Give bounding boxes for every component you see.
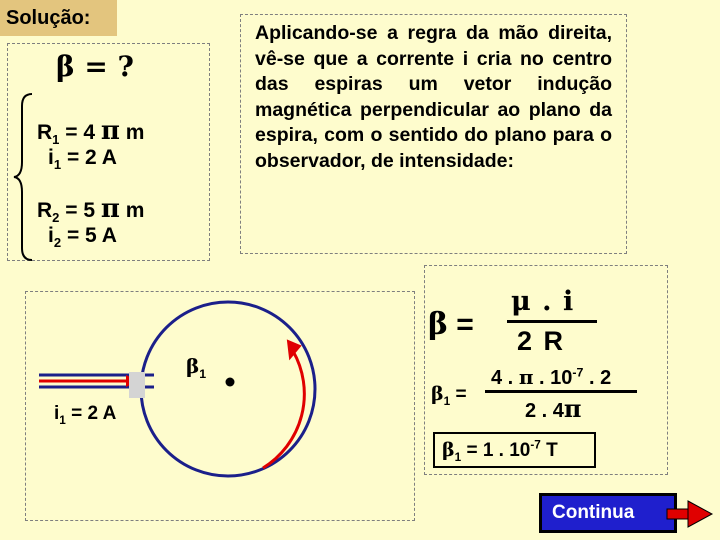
arrow-right-icon[interactable] — [666, 499, 716, 529]
unknown-field: β = ? — [56, 50, 134, 83]
formula-numerator: μ . i — [511, 286, 575, 317]
beta1-denominator: 2 . 4π — [525, 394, 582, 423]
result-box: $\beta_1 = 1$ . $10^{-7}$ T — [433, 432, 596, 468]
radius-1: $R_1 = 4$ π m — [37, 116, 145, 148]
wire-junction — [129, 372, 145, 398]
explanation-box — [240, 14, 627, 254]
current-2: $i_2 = 5$ A — [48, 224, 117, 251]
brace-icon — [12, 92, 36, 262]
explanation-text: Aplicando-se a regra da mão direita, vê-se que a corrente i cria no centro das espiras um vetor indução magnética perpendicular ao plano da espira, com o sentido do plano para o observador, de intensidade: — [255, 22, 612, 172]
loop-current-label: $i_1 = 2$ A — [54, 403, 117, 427]
beta1-numerator: 4 . π . $10^{-7}$ . 2 — [491, 365, 612, 389]
current-1: $i_1 = 2$ A — [48, 146, 117, 173]
radius-2: $R_2 = 5$ π m — [37, 194, 145, 226]
formula-beta: β = — [428, 307, 474, 342]
formula-fraction-bar — [507, 320, 597, 323]
continue-button[interactable] — [539, 493, 677, 533]
given-data-box — [7, 43, 210, 261]
solution-title: Solução: — [0, 0, 117, 36]
formula-denominator: 2 R — [517, 326, 566, 356]
current-arc — [263, 351, 304, 468]
beta1-label: $\beta_1$ = — [431, 383, 467, 408]
field-label: $\beta_1$ — [186, 354, 207, 381]
circuit-diagram — [25, 291, 415, 521]
continue-label: Continua — [552, 502, 635, 523]
beta1-fraction-bar — [485, 390, 637, 393]
field-out-of-page-dot-icon — [226, 378, 235, 387]
wire-loop — [141, 302, 315, 476]
